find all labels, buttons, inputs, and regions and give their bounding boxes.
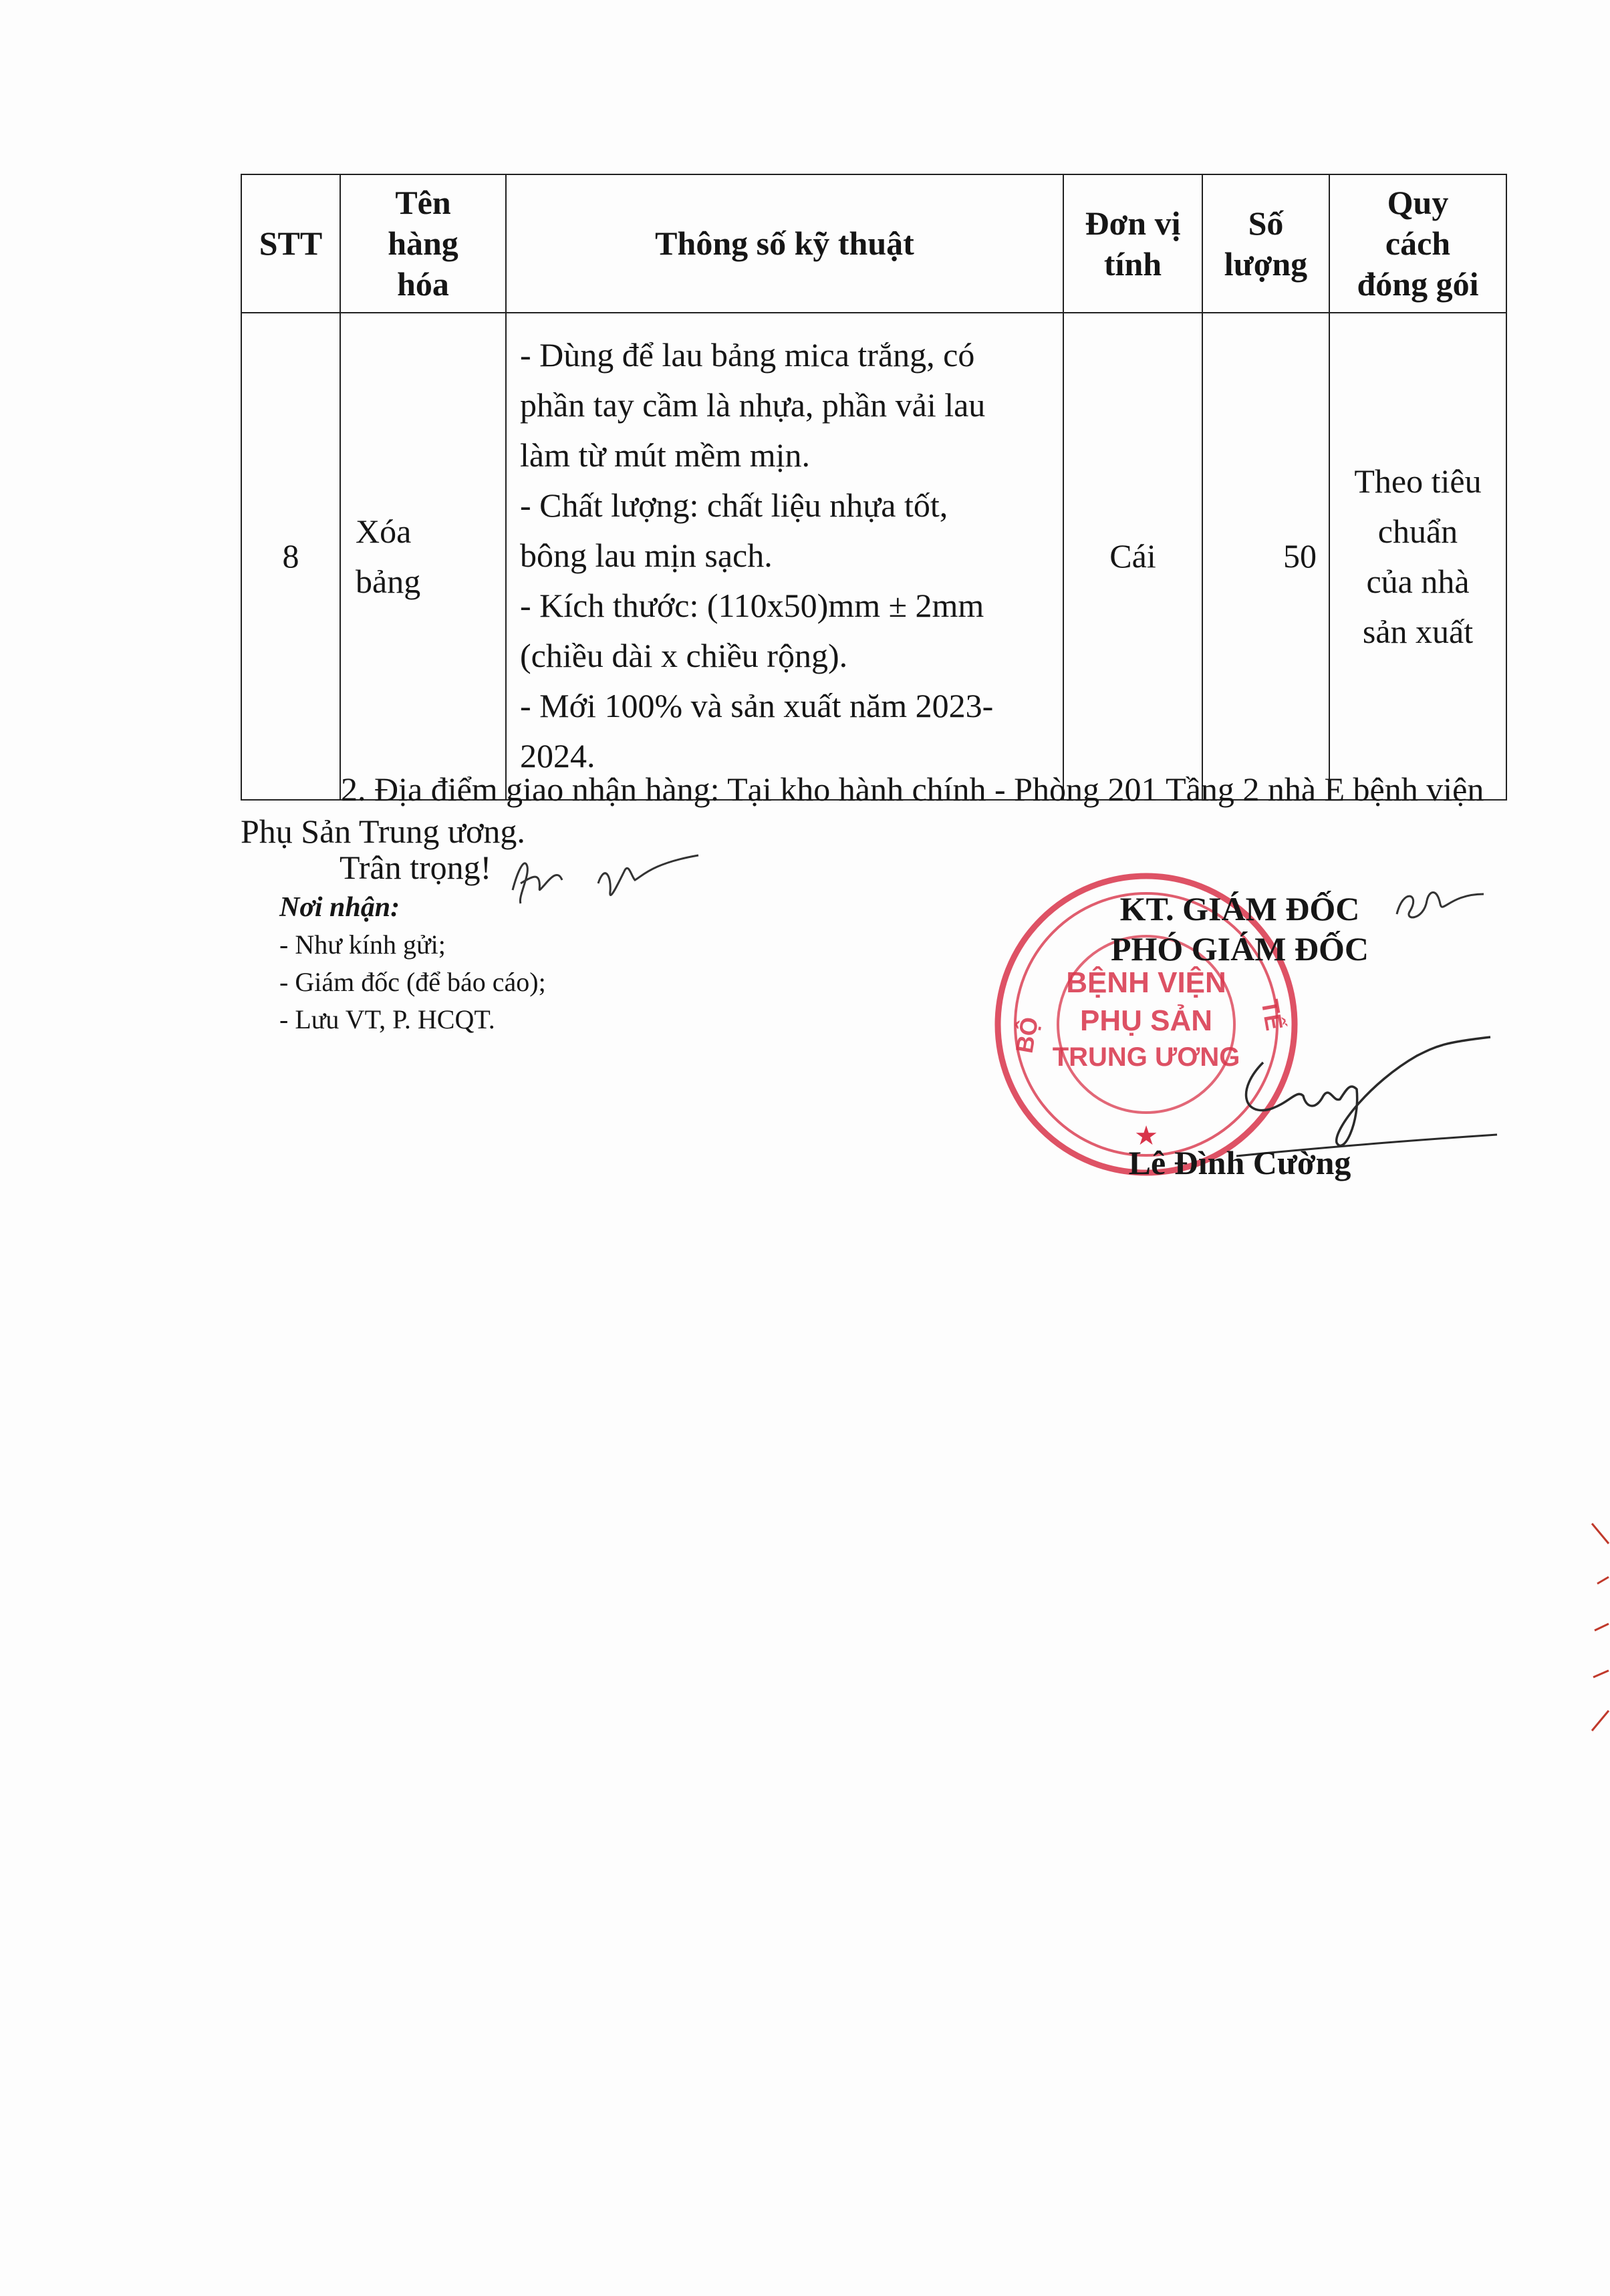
cell-qty: 50 — [1202, 313, 1329, 800]
header-stt: STT — [241, 174, 340, 313]
delivery-paragraph: 2. Địa điểm giao nhận hàng: Tại kho hành chính - Phòng 201 Tầng 2 nhà E bệnh viện Phụ Sản Trung ương. — [241, 770, 1484, 850]
seal-line: BỆNH VIỆN — [1066, 966, 1226, 999]
recipients-heading: Nơi nhận: — [279, 892, 400, 923]
spec-line: làm từ mút mềm mịn. — [520, 436, 811, 474]
header-name: Tên hàng hóa — [340, 174, 506, 313]
spec-line: - Mới 100% và sản xuất năm 2023- — [520, 687, 994, 724]
recipient-item: - Như kính gửi; — [279, 929, 446, 960]
title-initials — [1390, 874, 1490, 934]
signer-name: Lê Đình Cường — [1128, 1144, 1351, 1181]
seal-line: PHỤ SẢN — [1079, 1004, 1213, 1037]
cell-spec — [506, 313, 1063, 800]
seal-line: TRUNG ƯƠNG — [1052, 1042, 1240, 1072]
seal-side-text: BỘ — [1010, 1014, 1044, 1056]
cell-pack: Theo tiêu chuẩn của nhà sản xuất — [1329, 313, 1506, 800]
star-icon: ★ — [1134, 1121, 1158, 1151]
spec-line: - Chất lượng: chất liệu nhựa tốt, — [520, 486, 948, 524]
cell-unit: Cái — [1063, 313, 1202, 800]
header-qty: Số lượng — [1202, 174, 1329, 313]
seal-side-text: TẾ — [1256, 997, 1289, 1033]
spec-line: (chiều dài x chiều rộng). — [520, 637, 848, 674]
spec-table — [241, 174, 1507, 801]
spec-line: 2024. — [520, 737, 595, 774]
spec-line: bông lau mịn sạch. — [520, 537, 773, 574]
header-spec: Thông số kỹ thuật — [506, 174, 1063, 313]
header-unit: Đơn vị tính — [1063, 174, 1202, 313]
spec-line: - Dùng để lau bảng mica trắng, có — [520, 336, 975, 374]
header-pack: Quy cách đóng gói — [1329, 174, 1506, 313]
spec-line: phần tay cầm là nhựa, phần vải lau — [520, 386, 986, 424]
table-header-row — [241, 174, 1506, 313]
recipients-block — [279, 889, 546, 1038]
recipient-item: - Lưu VT, P. HCQT. — [279, 1004, 495, 1034]
cell-name: Xóa bảng — [340, 313, 506, 800]
signature-block — [1039, 889, 1440, 969]
spec-line: - Kích thước: (110x50)mm ± 2mm — [520, 587, 984, 624]
signer-title-1: KT. GIÁM ĐỐC — [1119, 890, 1360, 927]
recipient-item: - Giám đốc (để báo cáo); — [279, 967, 546, 997]
closing-text: Trân trọng! — [340, 849, 492, 886]
table-row — [241, 313, 1506, 800]
signer-title-2: PHÓ GIÁM ĐỐC — [1110, 930, 1369, 968]
cell-stt: 8 — [241, 313, 340, 800]
scan-edge-mark — [1591, 1510, 1610, 1764]
